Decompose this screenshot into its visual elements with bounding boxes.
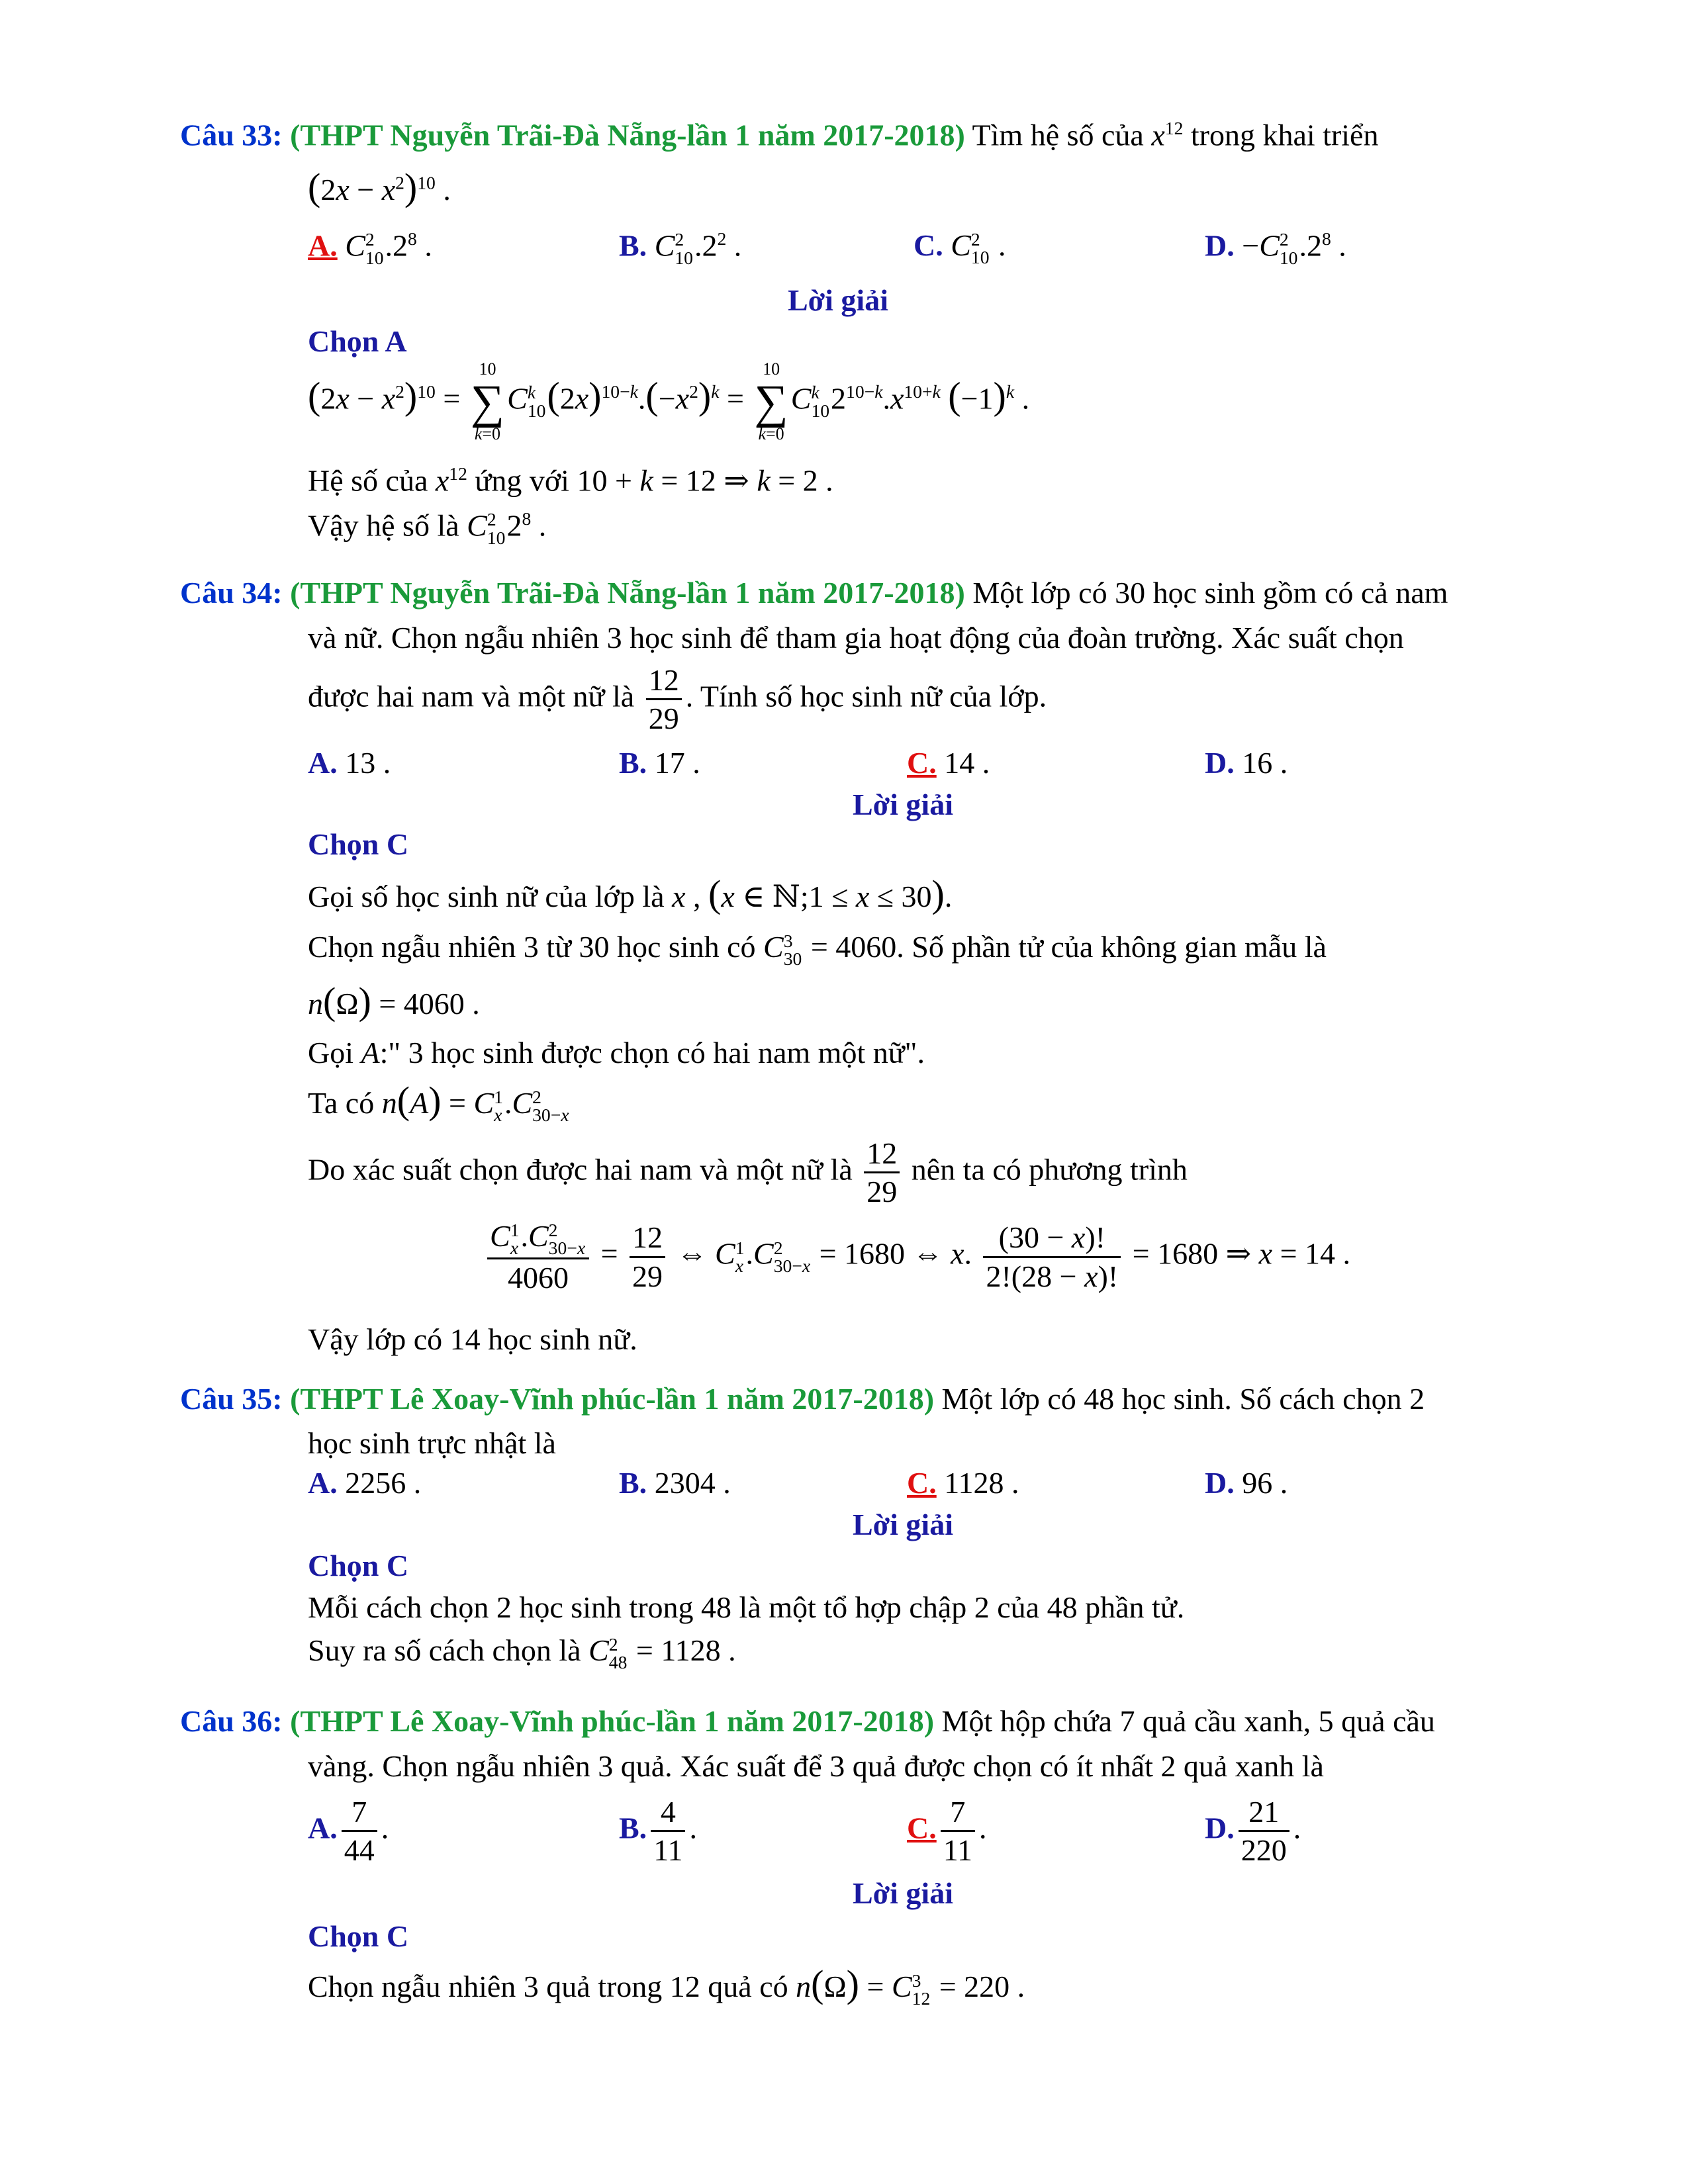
- q35-option-d[interactable]: D.: [1205, 1466, 1235, 1500]
- q34-text-c: được hai nam và một nữ là $\frac{12}{29}$ . Tính số học sinh nữ của lớp.: [308, 663, 1047, 736]
- q36-option-c[interactable]: C.: [907, 1811, 937, 1845]
- q33-source: (THPT Nguyễn Trãi-Đà Nẵng-lần 1 năm 2017-2018): [290, 118, 965, 152]
- q35-text-a: Một lớp có 48 học sinh. Số cách chọn 2: [941, 1382, 1425, 1416]
- q34-equation: C 1 x .C 2 30−x 4060 = $\frac{12}{29}$ ⇔ C 1 x .C 2 30−x = 1680 ⇔ x. $\frac{(30 - x)!}{2!(28 - x)!}$ = 1680 ⇒ x = 14 .: [483, 1218, 1350, 1296]
- q36-s1: Chọn ngẫu nhiên 3 quả trong 12 quả có n(Ω) = C 3 12 = 220 .: [308, 1962, 1025, 2009]
- q35-option-c[interactable]: C.: [907, 1466, 937, 1500]
- q33-line1: Hệ số của $x^{12}$ ứng với 10 + k = 12 ⇒ k = 2 .: [308, 463, 833, 498]
- q33-expansion: $(2x - x^2)^{10}$ = 10 ∑ k=0 C k 10 $(2x)^{10-k}.(-x^2)^k$ = 10 ∑ k=0 C k 10 $2^{10-k}.x^{10+k}$ $(-1)^k$ .: [308, 359, 1030, 443]
- q34-choice: Chọn C: [308, 827, 409, 861]
- q34-s8: Vậy lớp có 14 học sinh nữ.: [308, 1322, 637, 1356]
- q34-option-d[interactable]: D.: [1205, 746, 1235, 780]
- q35-solution-title: Lời giải: [853, 1508, 953, 1541]
- q36-option-a[interactable]: A.: [308, 1811, 338, 1845]
- q36-text-b: vàng. Chọn ngẫu nhiên 3 quả. Xác suất để 3 quả được chọn có ít nhất 2 quả xanh là: [308, 1749, 1324, 1783]
- q36-label: Câu 36:: [180, 1704, 283, 1738]
- q33-option-d[interactable]: D.: [1205, 228, 1235, 263]
- q34-s2: Chọn ngẫu nhiên 3 từ 30 học sinh có C 3 30 = 4060. Số phần tử của không gian mẫu là: [308, 930, 1327, 970]
- q35-option-b[interactable]: B.: [619, 1466, 647, 1500]
- q36-solution-title: Lời giải: [853, 1876, 953, 1910]
- q36-source: (THPT Lê Xoay-Vĩnh phúc-lần 1 năm 2017-2018): [290, 1704, 935, 1738]
- q33-option-a[interactable]: A.: [308, 228, 338, 263]
- q34-header: [180, 576, 1448, 611]
- q34-s5: Ta có n(A) = C 1 x .C 2 30−x: [308, 1079, 569, 1126]
- q35-text-b: học sinh trực nhật là: [308, 1426, 556, 1460]
- q34-option-a[interactable]: A.: [308, 746, 338, 780]
- q34-solution-title: Lời giải: [853, 788, 953, 821]
- q34-s6: Do xác suất chọn được hai nam và một nữ là $\frac{12}{29}$ nên ta có phương trình: [308, 1136, 1188, 1209]
- q33-option-b[interactable]: B.: [619, 228, 647, 263]
- q35-choice: Chọn C: [308, 1549, 409, 1582]
- q33-option-c[interactable]: C.: [914, 228, 943, 262]
- q36-option-d[interactable]: D.: [1205, 1811, 1235, 1845]
- q33-expression: $(2x - x^2)^{10}$ .: [308, 165, 451, 208]
- q33-line2: Vậy hệ số là C 2 10 $2^8$ .: [308, 508, 547, 548]
- q36-header: [180, 1704, 1435, 1739]
- q36-option-b[interactable]: B.: [619, 1811, 647, 1845]
- q33-choice: Chọn A: [308, 324, 407, 358]
- q34-text-b: và nữ. Chọn ngẫu nhiên 3 học sinh để tham gia hoạt động của đoàn trường. Xác suất chọn: [308, 621, 1404, 655]
- q35-label: Câu 35:: [180, 1382, 283, 1416]
- q36-text-a: Một hộp chứa 7 quả cầu xanh, 5 quả cầu: [941, 1704, 1435, 1738]
- q35-source: (THPT Lê Xoay-Vĩnh phúc-lần 1 năm 2017-2018): [290, 1382, 935, 1416]
- q34-source: (THPT Nguyễn Trãi-Đà Nẵng-lần 1 năm 2017-2018): [290, 576, 965, 610]
- q33-text: Tìm hệ số của: [972, 118, 1144, 152]
- q34-option-b[interactable]: B.: [619, 746, 647, 780]
- q34-s1: Gọi số học sinh nữ của lớp là x , (x ∈ ℕ;1 ≤ x ≤ 30).: [308, 872, 953, 915]
- q35-option-a[interactable]: A.: [308, 1466, 338, 1500]
- q34-option-c[interactable]: C.: [907, 746, 937, 780]
- q33-text2: trong khai triển: [1190, 118, 1379, 152]
- q34-s4: Gọi A:" 3 học sinh được chọn có hai nam một nữ".: [308, 1036, 925, 1069]
- q34-s3: n(Ω) = 4060 .: [308, 979, 480, 1023]
- q35-s1: Mỗi cách chọn 2 học sinh trong 48 là một tổ hợp chập 2 của 48 phần tử.: [308, 1590, 1185, 1624]
- q35-s2: Suy ra số cách chọn là C 2 48 = 1128 .: [308, 1633, 736, 1673]
- q34-text-a: Một lớp có 30 học sinh gồm có cả nam: [972, 576, 1448, 610]
- q33-label: Câu 33:: [180, 118, 283, 152]
- q34-label: Câu 34:: [180, 576, 283, 610]
- q35-header: [180, 1382, 1425, 1417]
- q33-header: Câu 33: (THPT Nguyễn Trãi-Đà Nẵng-lần 1 năm 2017-2018) Tìm hệ số của $x^{12}$ trong khai triển: [180, 118, 1379, 152]
- q33-solution-title: Lời giải: [788, 283, 888, 317]
- q36-choice: Chọn C: [308, 1919, 409, 1953]
